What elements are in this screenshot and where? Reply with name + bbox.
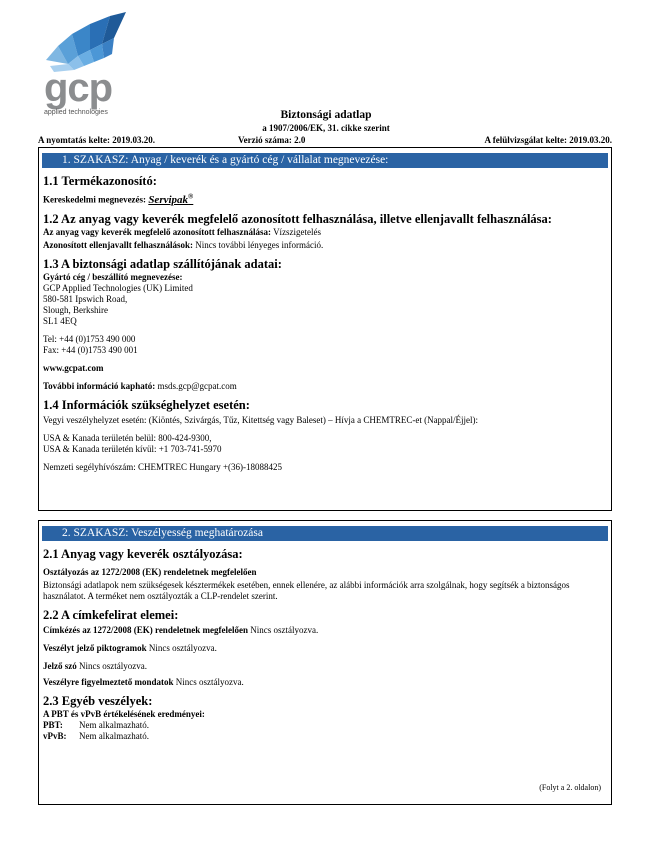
section-1-box bbox=[38, 147, 612, 511]
use-label: Az anyag vagy keverék megfelelő azonosított felhasználása: bbox=[43, 226, 271, 237]
pbt-value: Nem alkalmazható. bbox=[79, 720, 149, 730]
fax-line: Fax: +44 (0)1753 490 001 bbox=[43, 344, 138, 355]
supplier-line: SL1 4EQ bbox=[43, 315, 77, 326]
s22-heading: 2.2 A címkefelirat elemei: bbox=[43, 608, 179, 622]
info-email-link[interactable]: msds.gcp@gcpat.com bbox=[157, 380, 237, 391]
continued-note: (Folyt a 2. oldalon) bbox=[539, 783, 601, 792]
section-2-box bbox=[38, 520, 612, 805]
document-title: Biztonsági adatlap bbox=[280, 109, 372, 121]
pbt-heading: A PBT és vPvB értékelésének eredményei: bbox=[43, 709, 205, 719]
revision-date: A felülvizsgálat kelte: 2019.03.20. bbox=[484, 135, 612, 145]
usa-outside-line: USA & Kanada területén kívül: +1 703-741-5970 bbox=[43, 443, 222, 454]
contra-label: Azonosított ellenjavallt felhasználások: bbox=[43, 239, 193, 250]
vpvb-value: Nem alkalmazható. bbox=[79, 731, 149, 741]
label-reg-label: Címkézés az 1272/2008 (EK) rendeletnek megfelelően bbox=[43, 625, 249, 635]
logo-subtitle: applied technologies bbox=[44, 109, 108, 116]
usa-inside-line: USA & Kanada területén belül: 800-424-9300, bbox=[43, 432, 212, 443]
pbt-row bbox=[43, 720, 607, 731]
supplier-line: 580-581 Ipswich Road, bbox=[43, 293, 128, 304]
use-row bbox=[43, 227, 607, 238]
hazard-statement-row bbox=[43, 677, 607, 688]
section-2-title: 2. SZAKASZ: Veszélyesség meghatározása bbox=[42, 526, 608, 541]
trade-mark: ® bbox=[188, 192, 194, 200]
pictogram-row bbox=[43, 643, 607, 654]
trade-name-label: Kereskedelmi megnevezés: bbox=[43, 194, 147, 205]
vpvb-label: vPvB: bbox=[43, 731, 67, 741]
s12-heading: 1.2 Az anyag vagy keverék megfelelő azonosított felhasználása, illetve ellenjavallt felhasználása: bbox=[43, 211, 552, 226]
classification-label: Osztályozás az 1272/2008 (EK) rendeletnek megfelelően bbox=[43, 567, 257, 577]
pbt-label: PBT: bbox=[43, 720, 63, 730]
hazard-statement-label: Veszélyre figyelmeztető mondatok bbox=[43, 677, 174, 687]
s14-heading: 1.4 Információk szükséghelyzet esetén: bbox=[43, 397, 250, 412]
supplier-line: GCP Applied Technologies (UK) Limited bbox=[43, 282, 193, 293]
print-date: A nyomtatás kelte: 2019.03.20. bbox=[38, 135, 155, 145]
s11-heading: 1.1 Termékazonosító: bbox=[43, 174, 157, 188]
s13-heading: 1.3 A biztonsági adatlap szállítójának adatai: bbox=[43, 256, 282, 271]
use-value: Vízszigetelés bbox=[273, 226, 322, 237]
supplier-line: Slough, Berkshire bbox=[43, 304, 108, 315]
trade-name-text: Servipak bbox=[148, 193, 189, 206]
supplier-label: Gyártó cég / beszállító megnevezése: bbox=[43, 271, 183, 282]
tel-line: Tel: +44 (0)1753 490 000 bbox=[43, 333, 136, 344]
section-1-title: 1. SZAKASZ: Anyag / keverék és a gyártó cég / vállalat megnevezése: bbox=[42, 153, 608, 168]
info-row bbox=[43, 381, 607, 392]
website-link[interactable]: www.gcpat.com bbox=[43, 362, 104, 373]
version-number: Verzió száma: 2.0 bbox=[238, 135, 306, 145]
signal-word-value: Nincs osztályozva. bbox=[79, 661, 147, 671]
trade-name-row bbox=[43, 191, 607, 206]
logo-wordmark: gcp bbox=[44, 66, 113, 110]
classification-text: Biztonsági adatlapok nem szükségesek késztermékek esetében, ennek ellenére, az alábbi információk arra szolgálnak, hogy segítsék a biztonságos használatot. A terméket nem osztályozták a CLP-rendelet szerint. bbox=[43, 580, 570, 601]
hazard-statement-value: Nincs osztályozva. bbox=[175, 677, 244, 687]
label-reg-value: Nincs osztályozva. bbox=[250, 625, 319, 635]
s21-heading: 2.1 Anyag vagy keverék osztályozása: bbox=[43, 547, 243, 561]
pictogram-label: Veszélyt jelző piktogramok bbox=[43, 643, 147, 653]
signal-word-label: Jelző szó bbox=[43, 661, 77, 671]
vpvb-row bbox=[43, 731, 607, 742]
document-regulation: a 1907/2006/EK, 31. cikke szerint bbox=[262, 123, 390, 133]
info-label: További információ kapható: bbox=[43, 380, 156, 391]
emergency-text: Vegyi veszélyhelyzet esetén: (Kiöntés, Szivárgás, Tűz, Kitettség vagy Baleset) – Hívja a CHEMTREC-et (Nappal/Éjjel): bbox=[43, 414, 479, 425]
national-number-line: Nemzeti segélyhívószám: CHEMTREC Hungary +(36)-18088425 bbox=[43, 461, 283, 472]
s23-heading: 2.3 Egyéb veszélyek: bbox=[43, 694, 153, 708]
contra-value: Nincs további lényeges információ. bbox=[195, 239, 324, 250]
label-reg-row bbox=[43, 625, 607, 636]
trade-name-value bbox=[148, 194, 193, 206]
contra-row bbox=[43, 240, 607, 251]
signal-word-row bbox=[43, 661, 607, 672]
pictogram-value: Nincs osztályozva. bbox=[148, 643, 217, 653]
